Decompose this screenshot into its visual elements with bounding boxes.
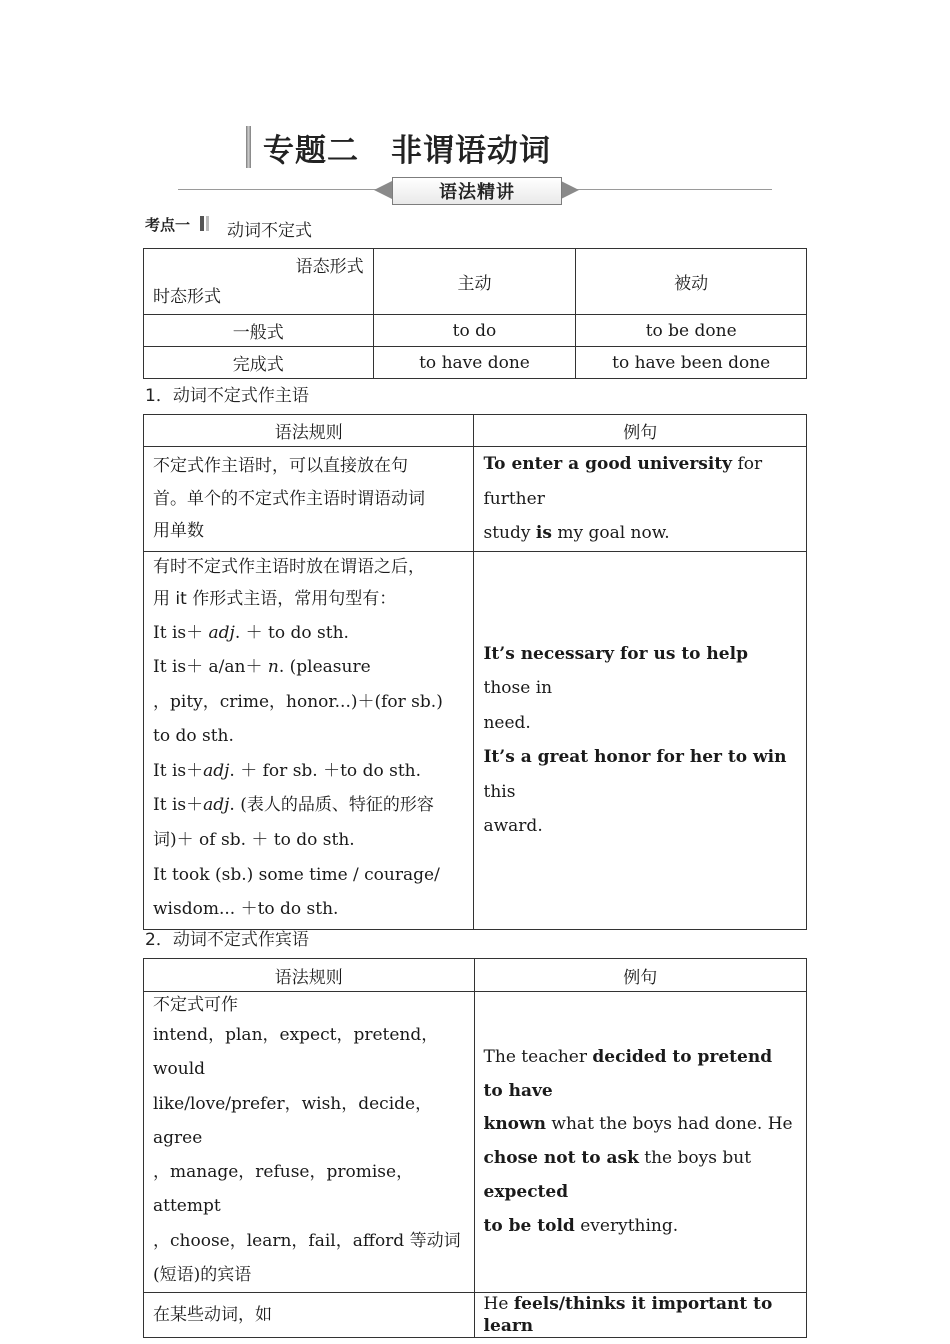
example-text: need. (483, 712, 531, 733)
section1-heading: 1．动词不定式作主语 (145, 386, 309, 406)
example-text: study (483, 523, 536, 543)
rule-cell (144, 447, 474, 552)
rule-line: like/love/prefer，wish，decide，agree (153, 1093, 433, 1148)
row-label: 一般式 (144, 315, 374, 347)
table-row (144, 347, 807, 379)
example-bold: is (535, 523, 552, 543)
pattern-line: It is＋ adj. ＋ to do sth. (153, 622, 349, 643)
pattern-line: It is＋adj. ＋ for sb. ＋to do sth. (153, 760, 422, 781)
example-text: He (483, 1294, 514, 1315)
rule-line: 有时不定式作主语时放在谓语之后， (153, 556, 425, 577)
example-text: what the boys had done. He (546, 1114, 793, 1135)
banner-right-arrow-icon (561, 181, 579, 199)
pattern-line: 词)＋ of sb. ＋ to do sth. (153, 830, 355, 851)
example-text: the boys but (638, 1148, 752, 1169)
pattern-line: to do sth. (153, 726, 234, 747)
example-bold: to be told (483, 1215, 575, 1236)
point-mark-light-icon (206, 216, 209, 231)
corner-tense-label: 时态形式 (153, 286, 221, 307)
rule-line: 不定式作主语时，可以直接放在句 (153, 456, 408, 476)
section2-heading: 2．动词不定式作宾语 (145, 930, 309, 950)
header-passive: 被动 (576, 249, 807, 315)
table-corner-cell (144, 249, 374, 315)
rule-line: 用 it 作形式主语，常用句型有： (153, 588, 397, 609)
section-banner: 语法精讲 (392, 177, 562, 205)
rule-cell: 在某些动词，如 (144, 1293, 475, 1338)
example-cell (474, 551, 807, 929)
cell-active: to do (373, 315, 576, 347)
rule-cell (144, 551, 474, 929)
table-row (144, 447, 807, 552)
example-text: my goal now. (551, 523, 670, 543)
rule-line: ，manage，refuse，promise，attempt (153, 1162, 414, 1217)
example-text: this (483, 781, 516, 802)
example-bold: decided to pretend to have (483, 1046, 773, 1101)
example-bold: To enter a good university (483, 454, 733, 474)
example-cell (474, 1293, 806, 1338)
header-rule: 语法规则 (144, 415, 474, 447)
example-bold: It’s necessary for us to help (483, 643, 748, 664)
cell-active: to have done (373, 347, 576, 379)
pattern-line: It is＋adj. (表人的品质、特征的形容 (153, 795, 434, 816)
example-bold: It’s a great honor for her to win (483, 747, 787, 767)
point-label: 考点一 (145, 216, 191, 234)
example-bold: known (483, 1114, 547, 1135)
table-row (144, 992, 807, 1293)
table-row (144, 315, 807, 347)
object-infinitive-table (143, 958, 807, 1338)
header-active: 主动 (373, 249, 576, 315)
table-row (144, 1293, 807, 1338)
example-cell (474, 447, 807, 552)
row-label: 完成式 (144, 347, 374, 379)
cell-passive: to have been done (576, 347, 807, 379)
example-bold: chose not to ask (483, 1148, 639, 1169)
header-example: 例句 (474, 415, 807, 447)
subject-infinitive-table (143, 414, 807, 930)
cell-passive: to be done (576, 315, 807, 347)
header-example: 例句 (474, 959, 806, 992)
example-text: for further (483, 454, 763, 509)
rule-line: (短语)的宾语 (153, 1265, 252, 1286)
point-mark-icon (200, 216, 204, 231)
point-title: 动词不定式 (227, 221, 312, 241)
example-cell (474, 992, 806, 1293)
rule-line: intend，plan，expect，pretend，would (153, 1025, 439, 1080)
pattern-line: wisdom... ＋to do sth. (153, 899, 339, 920)
tense-voice-table (143, 248, 807, 379)
title-accent-bar (246, 126, 251, 168)
example-text: everything. (574, 1215, 679, 1236)
pattern-line: ，pity，crime，honor...)＋(for sb.) (153, 691, 443, 712)
chapter-title: 专题二 非谓语动词 (263, 132, 551, 169)
banner-left-arrow-icon (374, 181, 392, 199)
example-text: The teacher (483, 1046, 593, 1067)
table-row (144, 551, 807, 929)
rule-line: 用单数 (153, 521, 204, 541)
rule-line: ，choose，learn，fail，afford 等动词 (153, 1230, 461, 1251)
example-bold: feels/thinks it important to learn (483, 1294, 773, 1337)
rule-line: 不定式可作 (153, 995, 238, 1015)
rule-cell (144, 992, 475, 1293)
pattern-line: It is＋ a/an＋ n. (pleasure (153, 657, 371, 678)
header-rule: 语法规则 (144, 959, 475, 992)
rule-line: 首。单个的不定式作主语时谓语动词 (153, 488, 425, 509)
example-text: award. (483, 816, 543, 836)
chapter-title-wrap (246, 124, 551, 170)
pattern-line: It took (sb.) some time / courage/ (153, 864, 440, 885)
example-text: those in (483, 678, 553, 698)
corner-voice-label: 语态形式 (295, 256, 364, 277)
example-bold: expected (483, 1181, 569, 1202)
